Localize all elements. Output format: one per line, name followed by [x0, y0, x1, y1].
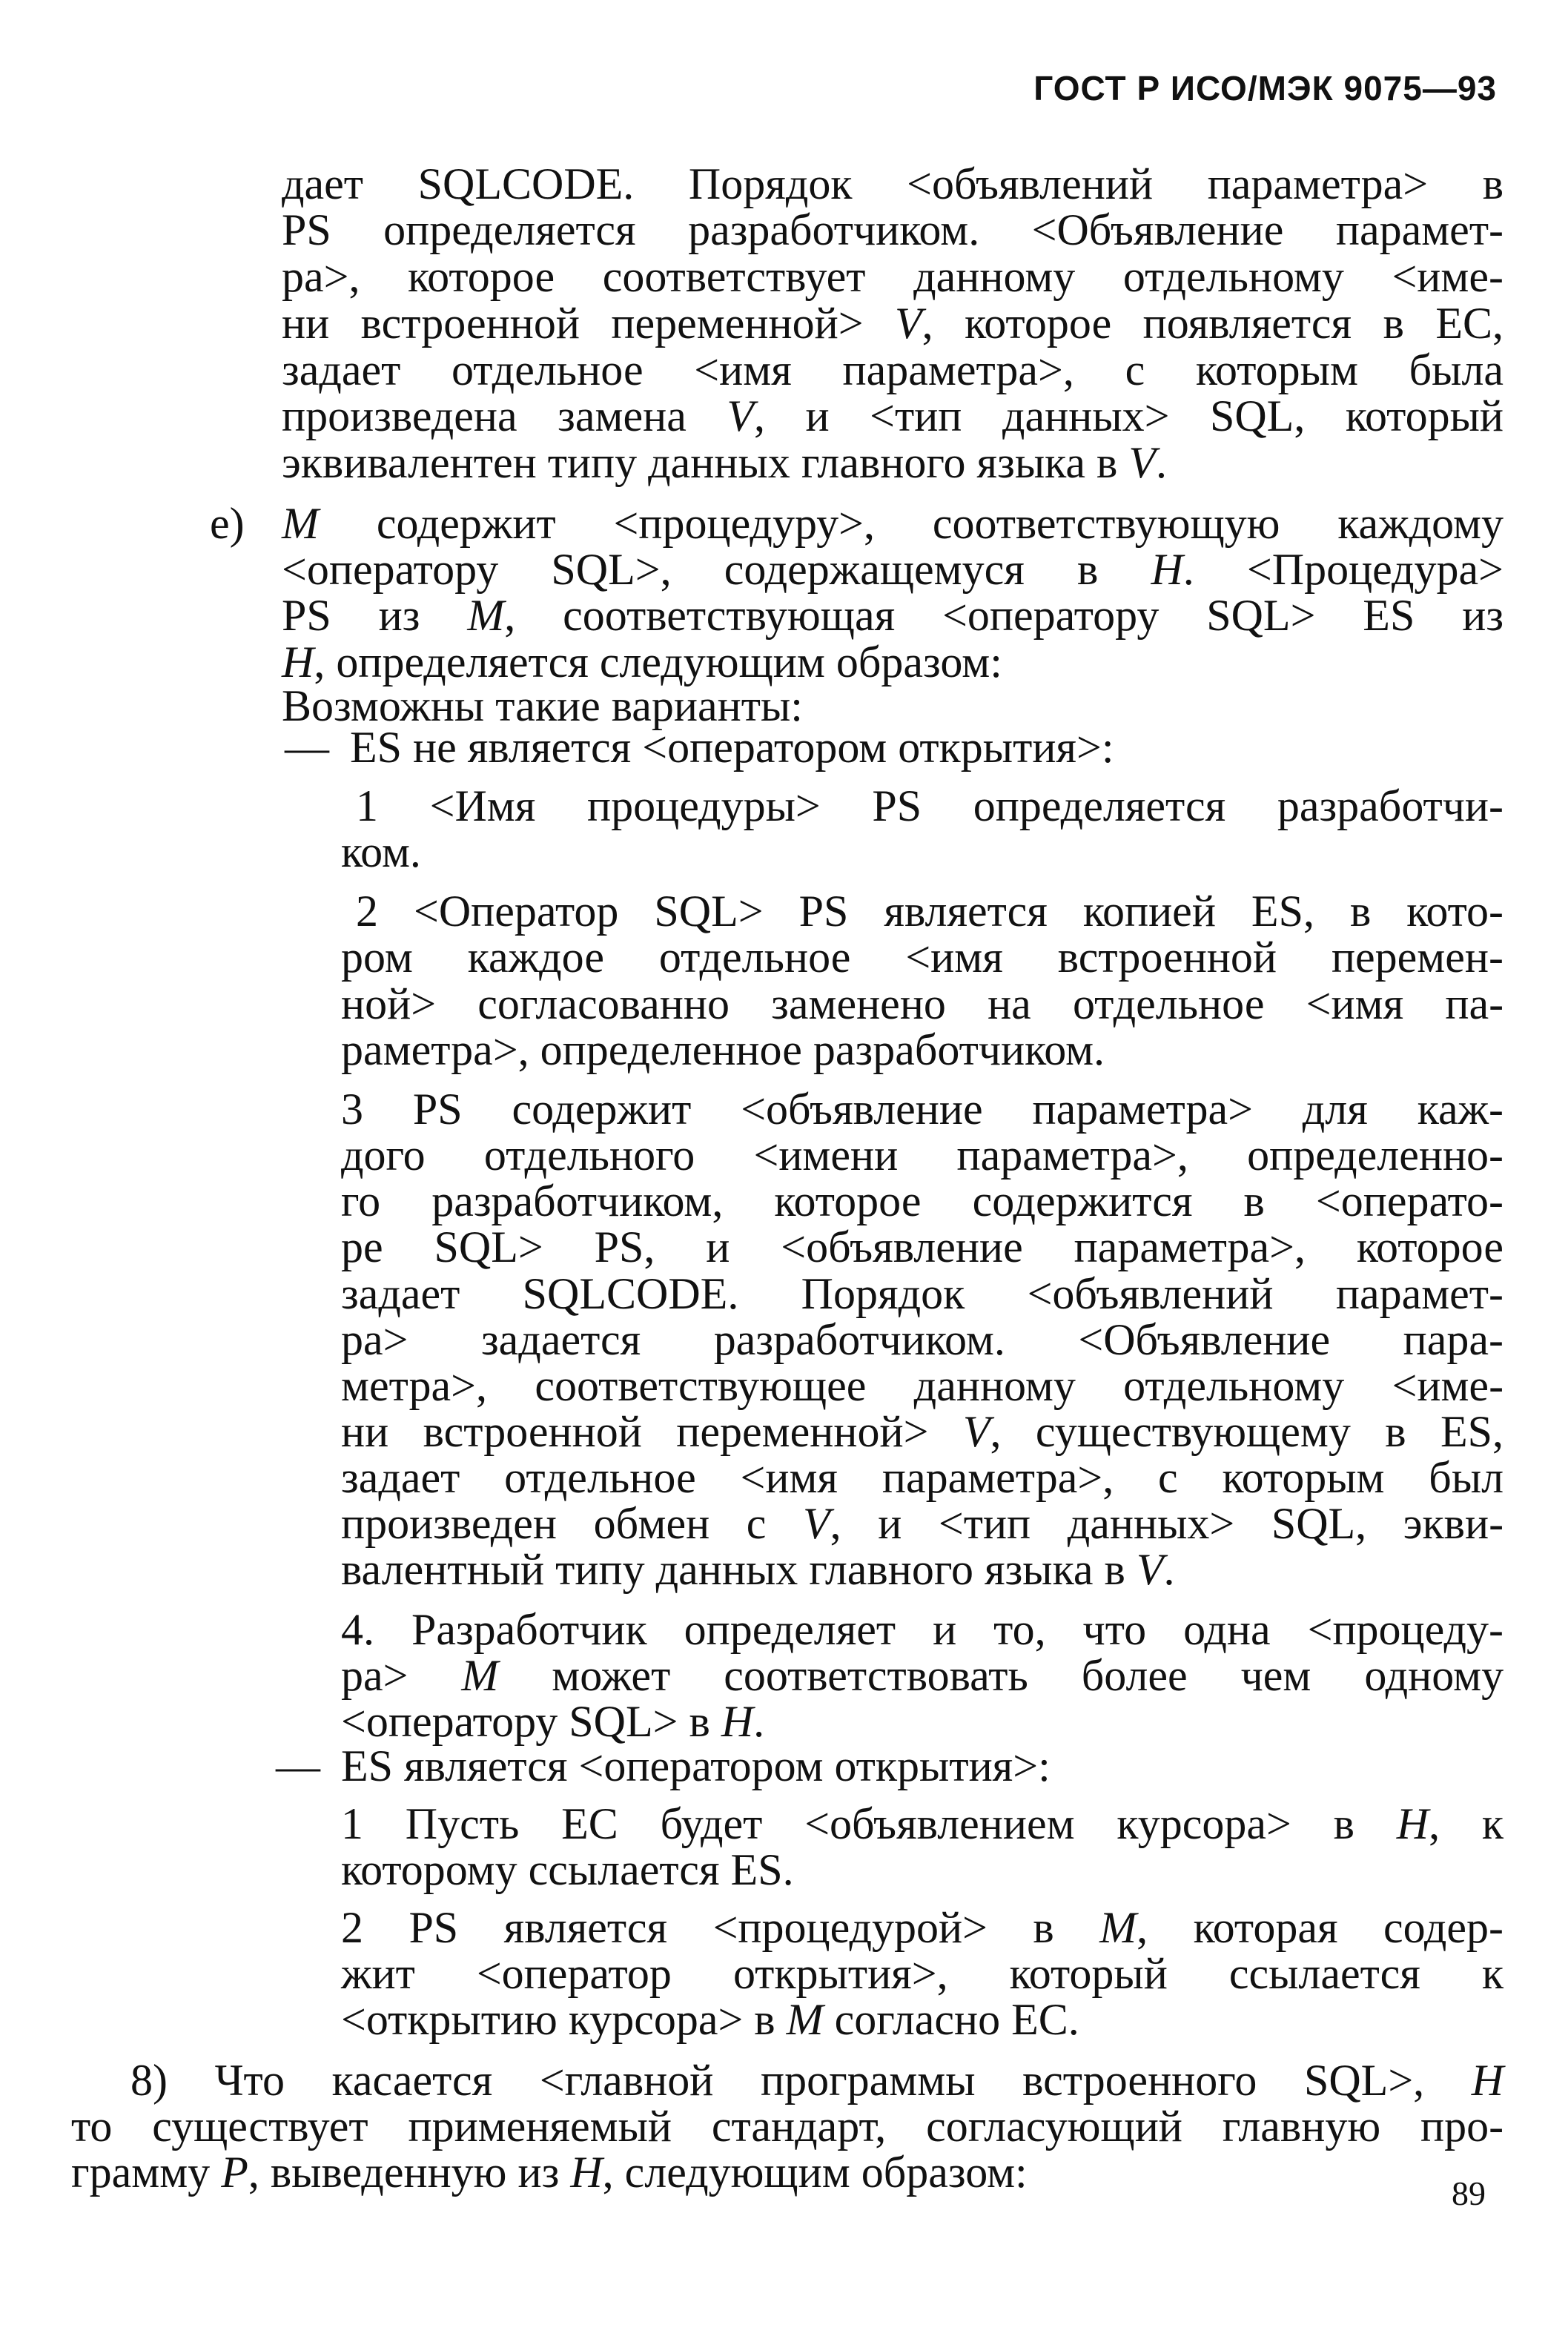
page-number: 89: [1452, 2174, 1486, 2212]
dash-marker: —: [285, 723, 329, 772]
text-line: ром каждое отдельное <имя встроенной перемен-: [341, 933, 1504, 982]
text-line: жит <оператор открытия>, который ссылается к: [341, 1949, 1504, 1998]
text-line: ком.: [341, 827, 421, 876]
text-line: PS определяется разработчиком. <Объявление парамет-: [282, 205, 1504, 254]
text-line: ра>, которое соответствует данному отдельному <име-: [282, 252, 1504, 301]
text-line: 1 Пусть EC будет <объявлением курсора> в H, к: [341, 1799, 1504, 1848]
text-line: <оператору SQL>, содержащемуся в H. <Процедура>: [282, 545, 1504, 594]
text-line: Возможны такие варианты:: [282, 681, 803, 730]
text-line: 2 <Оператор SQL> PS является копией ES, в кото-: [356, 887, 1504, 936]
text-line: PS из M, соответствующая <оператору SQL> ES из: [282, 591, 1504, 640]
text-line: <оператору SQL> в H.: [341, 1697, 765, 1746]
text-line: произведена замена V, и <тип данных> SQL, который: [282, 391, 1504, 440]
text-line: ES является <оператором открытия>:: [341, 1741, 1051, 1790]
text-line: метра>, соответствующее данному отдельному <име-: [341, 1361, 1504, 1410]
text-line: задает SQLCODE. Порядок <объявлений парамет-: [341, 1269, 1504, 1318]
text-line: ра> задается разработчиком. <Объявление пара-: [341, 1315, 1504, 1364]
text-line: <открытию курсора> в M согласно EC.: [341, 1995, 1079, 2044]
list-marker-e: е): [210, 499, 245, 548]
text-line: произведен обмен с V, и <тип данных> SQL, экви-: [341, 1499, 1504, 1548]
text-line: 2 PS является <процедурой> в M, которая содер-: [341, 1903, 1504, 1952]
text-line: 4. Разработчик определяет и то, что одна <процеду-: [341, 1605, 1504, 1654]
text-line: ной> согласованно заменено на отдельное <имя па-: [341, 979, 1504, 1028]
text-line: H, определяется следующим образом:: [282, 638, 1002, 687]
text-line: эквивалентен типу данных главного языка в V.: [282, 438, 1168, 487]
text-line: 8) Что касается <главной программы встроенного SQL>, H: [130, 2056, 1504, 2105]
text-line: ни встроенной переменной> V, существующему в ES,: [341, 1407, 1504, 1456]
text-line: ни встроенной переменной> V, которое появляется в EC,: [282, 299, 1504, 348]
text-line: ре SQL> PS, и <объявление параметра>, которое: [341, 1223, 1504, 1271]
document-header: ГОСТ Р ИСО/МЭК 9075—93: [1033, 69, 1497, 107]
text-line: дого отдельного <имени параметра>, определенно-: [341, 1131, 1504, 1180]
text-line: задает отдельное <имя параметра>, с которым была: [282, 345, 1504, 394]
text-line: раметра>, определенное разработчиком.: [341, 1025, 1105, 1074]
dash-marker: —: [276, 1741, 320, 1790]
text-line: которому ссылается ES.: [341, 1845, 794, 1894]
text-line: грамму P, выведенную из H, следующим образом:: [71, 2148, 1028, 2197]
text-line: валентный типу данных главного языка в V.: [341, 1545, 1175, 1594]
text-line: 3 PS содержит <объявление параметра> для каж-: [341, 1085, 1504, 1134]
text-line: ра> M может соответствовать более чем одному: [341, 1651, 1504, 1700]
text-line: ES не является <оператором открытия>:: [350, 723, 1114, 772]
text-line: дает SQLCODE. Порядок <объявлений параметра> в: [282, 159, 1504, 208]
text-line: задает отдельное <имя параметра>, с которым был: [341, 1453, 1504, 1502]
text-line: 1 <Имя процедуры> PS определяется разработчи-: [356, 781, 1504, 830]
text-line: M содержит <процедуру>, соответствующую каждому: [282, 499, 1504, 548]
text-line: го разработчиком, которое содержится в <операто-: [341, 1177, 1504, 1225]
text-line: то существует применяемый стандарт, согласующий главную про-: [71, 2102, 1504, 2151]
